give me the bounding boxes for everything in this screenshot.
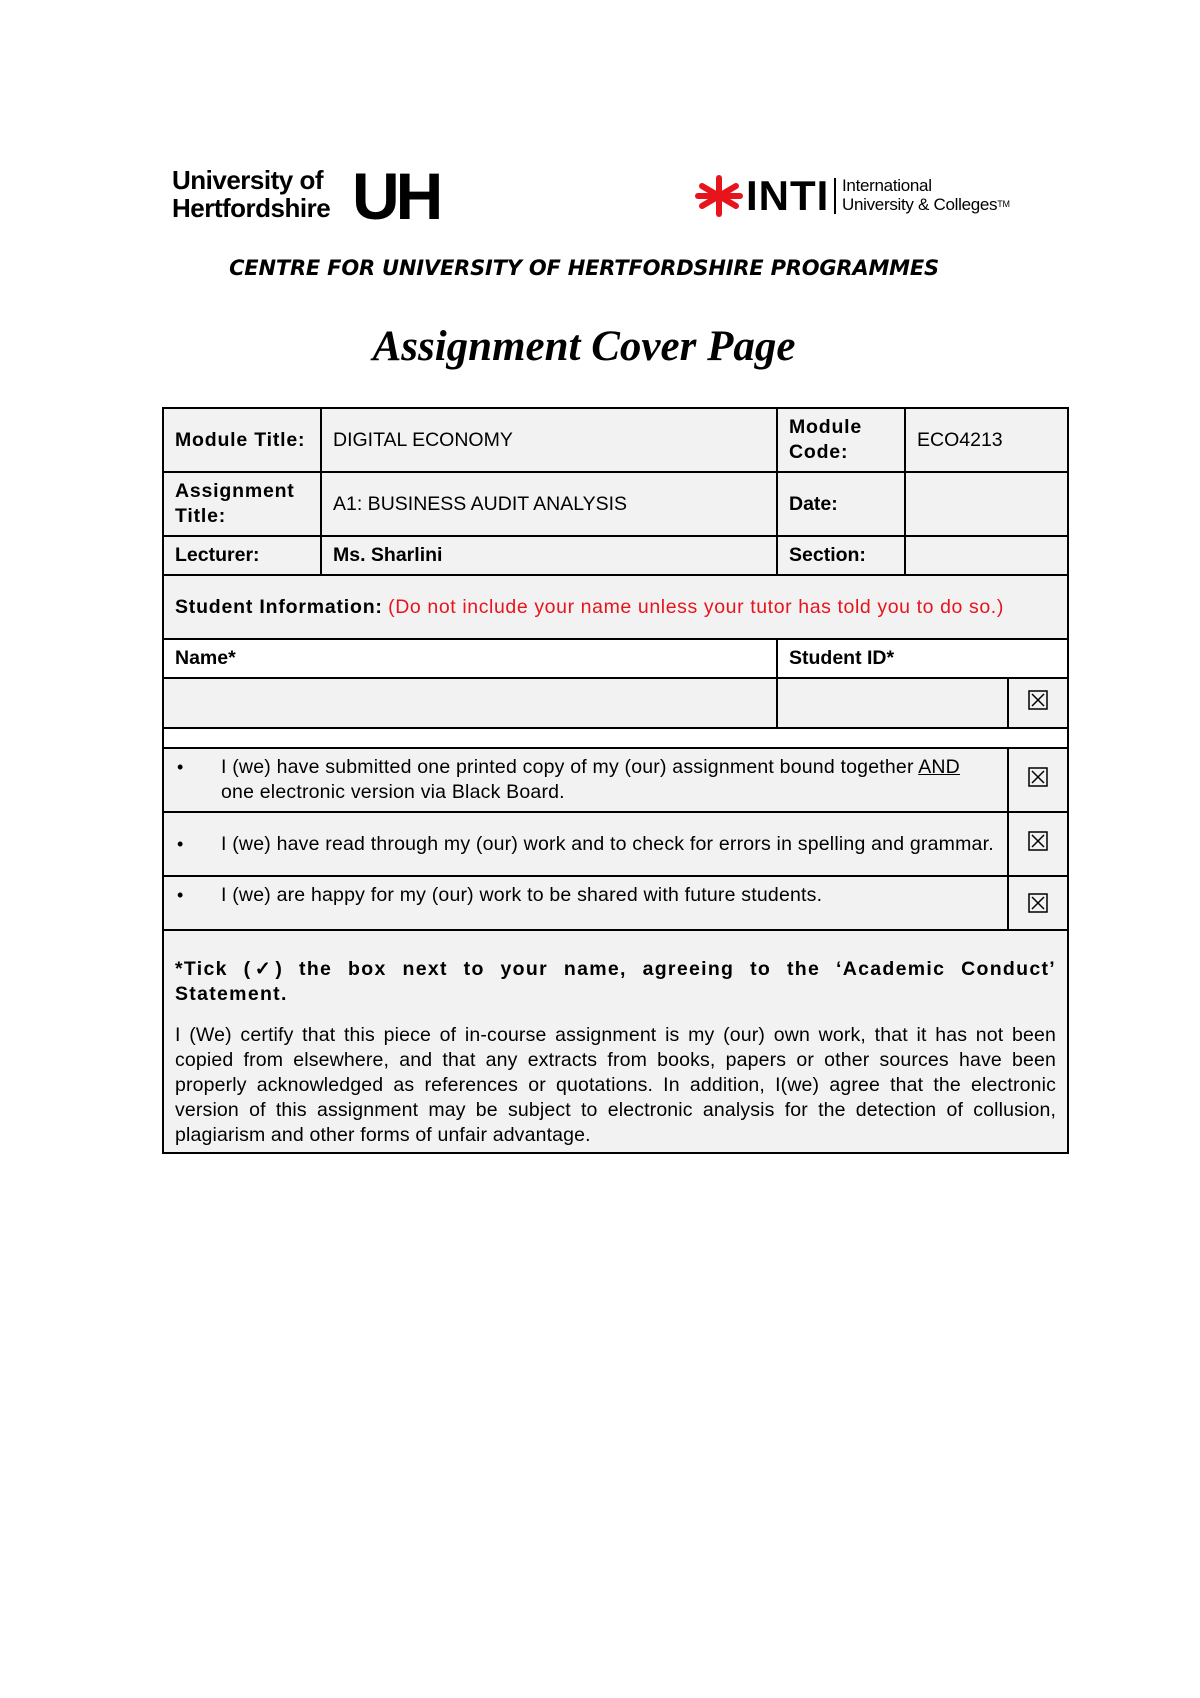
inti-logo-divider [834, 178, 836, 214]
checkbox-checked-icon[interactable] [1028, 690, 1048, 710]
bullet-icon: • [177, 757, 184, 777]
uh-logo-mark: UH [352, 159, 440, 233]
declaration-row [163, 876, 1068, 930]
module-row [163, 408, 1068, 472]
lecturer-row [163, 536, 1068, 575]
declaration-cell [163, 812, 1008, 876]
name-header: Name* [163, 639, 777, 678]
tick-mark-icon: ✓ [251, 958, 276, 980]
declaration-row [163, 812, 1068, 876]
declaration-checkbox-cell [1008, 812, 1068, 876]
declaration-text-part: one electronic version via Black Board. [221, 781, 565, 803]
date-field[interactable] [905, 472, 1068, 536]
module-code-label: Module Code: [777, 408, 905, 472]
declaration-checkbox-cell [1008, 876, 1068, 930]
module-title-value: DIGITAL ECONOMY [321, 408, 777, 472]
spacer-row [163, 728, 1068, 748]
checkbox-checked-icon[interactable] [1028, 831, 1048, 851]
checkbox-checked-icon[interactable] [1028, 893, 1048, 913]
lecturer-value: Ms. Sharlini [321, 536, 777, 575]
student-entry-row [163, 678, 1068, 728]
student-header-row [163, 639, 1068, 678]
student-id-field[interactable] [777, 678, 1008, 728]
student-info-cell [163, 575, 1068, 639]
assignment-title-value: A1: BUSINESS AUDIT ANALYSIS [321, 472, 777, 536]
page-title: Assignment Cover Page [372, 323, 796, 370]
module-code-value: ECO4213 [905, 408, 1068, 472]
declaration-cell [163, 876, 1008, 930]
section-field[interactable] [905, 536, 1068, 575]
student-info-row [163, 575, 1068, 639]
uh-logo-line2: Hertfordshire [172, 193, 331, 223]
date-label: Date: [777, 472, 905, 536]
assignment-title-label: Assignment Title: [163, 472, 321, 536]
inti-logo-line1: International [842, 176, 932, 195]
tick-instruction-part: *Tick ( [175, 958, 252, 980]
conduct-row [163, 930, 1068, 1153]
uh-logo-line1: University of [172, 165, 323, 195]
inti-logo-word: INTI [746, 172, 830, 219]
inti-logo [694, 174, 1034, 224]
lecturer-label: Lecturer: [163, 536, 321, 575]
student-info-note: (Do not include your name unless your tutor has told you to do so.) [388, 595, 1004, 618]
student-info-label: Student Information: [175, 595, 383, 618]
declaration-cell [163, 748, 1008, 812]
tick-instruction-part: ) the box next to your name, agreeing to the ‘Academic Conduct’ Statement. [175, 958, 1057, 1005]
inti-logo-subtitle [842, 176, 1010, 214]
checkbox-checked-icon[interactable] [1028, 767, 1048, 787]
inti-logo-line2: University & Colleges [842, 195, 998, 214]
cover-table [162, 407, 1069, 1154]
declaration-text-part: I (we) have submitted one printed copy of my (our) assignment bound together [221, 756, 919, 778]
centre-heading: CENTRE FOR UNIVERSITY OF HERTFORDSHIRE PROGRAMMES [229, 256, 939, 280]
bullet-icon: • [177, 885, 184, 905]
section-label: Section: [777, 536, 905, 575]
inti-logo-tm: TM [997, 199, 1010, 209]
assignment-row [163, 472, 1068, 536]
declaration-checkbox-cell [1008, 748, 1068, 812]
academic-conduct-statement: I (We) certify that this piece of in-course assignment is my (our) own work, that it has not been copied from elsewhere, and that any extracts from books, papers or other sources have been properly acknowledged as references or quotations. In addition, I(we) agree that the electronic version of this assignment may be subject to electronic analysis for the detection of collusion, plagiarism and other forms of unfair advantage. [175, 1024, 1057, 1146]
tick-instruction [175, 957, 1056, 1007]
declaration-emphasis: AND [918, 756, 960, 778]
inti-star-icon [694, 174, 744, 218]
declaration-text: I (we) are happy for my (our) work to be shared with future students. [221, 884, 823, 906]
declaration-text [221, 755, 996, 805]
student-id-header: Student ID* [777, 639, 1068, 678]
student-checkbox-cell [1008, 678, 1068, 728]
bullet-icon: • [177, 833, 184, 854]
module-title-label: Module Title: [163, 408, 321, 472]
declaration-text: I (we) have read through my (our) work and to check for errors in spelling and grammar. [221, 832, 994, 855]
declaration-row [163, 748, 1068, 812]
uh-logo-text [172, 166, 330, 222]
name-field[interactable] [163, 678, 777, 728]
university-of-hertfordshire-logo [172, 159, 462, 233]
spacer-cell [163, 728, 1068, 748]
conduct-cell [163, 930, 1068, 1153]
